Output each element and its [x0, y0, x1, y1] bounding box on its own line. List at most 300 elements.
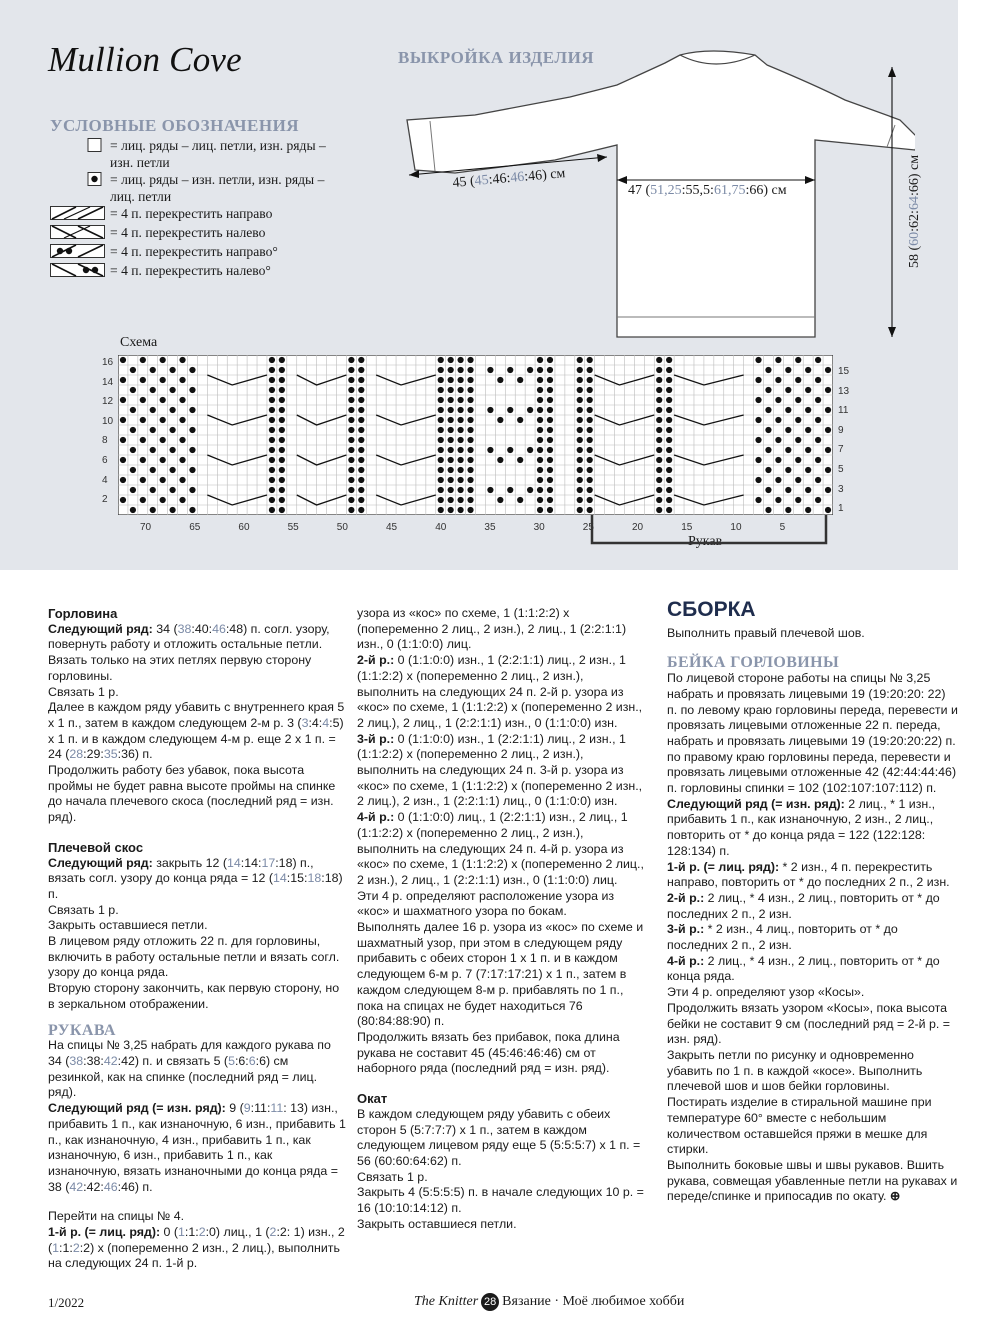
purl-dot [358, 397, 364, 403]
purl-dot [348, 477, 354, 483]
legend [50, 137, 350, 281]
purl-dot [279, 457, 285, 463]
purl-dot [279, 507, 285, 513]
legend-text: = 4 п. перекрестить направо [110, 206, 273, 221]
purl-dot [448, 467, 454, 473]
purl-dot [438, 377, 444, 383]
legend-text: = 4 п. перекрестить направо° [110, 244, 278, 259]
purl-dot [160, 397, 166, 403]
purl-dot [348, 447, 354, 453]
paragraph: Продолжить вязать без прибавок, пока длина рукава не составит 45 (45:46:46:46) см от наборного ряда (последний ряд = изн. ряд). [357, 1029, 620, 1076]
purl-dot [517, 497, 523, 503]
purl-dot [170, 487, 176, 493]
purl-dot [656, 457, 662, 463]
purl-dot [656, 397, 662, 403]
row-label: 4 [102, 474, 108, 486]
purl-dot [666, 497, 672, 503]
purl-dot [269, 487, 275, 493]
purl-dot [656, 477, 662, 483]
purl-dot [358, 507, 364, 513]
purl-dot [438, 387, 444, 393]
purl-dot [537, 467, 543, 473]
purl-dot [269, 477, 275, 483]
paragraph: Следующий ряд (= изн. ряд): 9 (9:11:11: 13) изн., прибавить 1 п., как изнаночную, 6 изн., прибавить 1 п., как изнаночную, 4 изн., прибавить 1 п., как изнаночную, 6 изн., прибавить 1 п., как изнаночную, вязать изнаночными до конца ряда = 38 (42:42:46:46) п. [48, 1101, 346, 1194]
purl-dot [537, 397, 543, 403]
row-label: 3 [838, 483, 844, 495]
purl-dot [279, 397, 285, 403]
purl-dot [448, 487, 454, 493]
purl-dot [448, 357, 454, 363]
purl-dot [656, 357, 662, 363]
purl-dot [765, 407, 771, 413]
purl-dot [537, 367, 543, 373]
purl-dot [458, 417, 464, 423]
brand-name: The Knitter [414, 1294, 479, 1309]
purl-dot [467, 367, 473, 373]
purl-dot [279, 407, 285, 413]
purl-dot [577, 417, 583, 423]
purl-dot [537, 357, 543, 363]
purl-dot [765, 487, 771, 493]
purl-dot [577, 377, 583, 383]
paragraph: Закрыть петли по рисунку и одновременно убавить по 1 п. в каждой «косе». Выполнить плечевой шов и шов бейки горловины. [667, 1047, 923, 1094]
paragraph: В каждом следующем ряду убавить с обеих сторон 5 (5:7:7:7) х 1 п., затем в каждом следующем лицевом ряду еще 5 (5:5:5:7) х 1 п. = 56 (60:60:64:62) п. [357, 1106, 641, 1168]
purl-dot [130, 427, 136, 433]
purl-dot [170, 467, 176, 473]
purl-dot [120, 357, 126, 363]
purl-dot [587, 387, 593, 393]
purl-dot [785, 447, 791, 453]
purl-dot [487, 407, 493, 413]
purl-dot [656, 507, 662, 513]
purl-dot [666, 437, 672, 443]
purl-dot [547, 447, 553, 453]
purl-dot [120, 377, 126, 383]
purl-dot [130, 447, 136, 453]
row-label: 6 [102, 455, 108, 466]
legend-item-knit [50, 137, 350, 171]
purl-dot [458, 497, 464, 503]
arrow-head [409, 170, 419, 178]
purl-dot [189, 407, 195, 413]
purl-dot [795, 357, 801, 363]
neck-heading: Горловина [48, 606, 118, 621]
legend-title: УСЛОВНЫЕ ОБОЗНАЧЕНИЯ [50, 116, 300, 135]
purl-dot [120, 457, 126, 463]
purl-dot [815, 357, 821, 363]
purl-dot [547, 357, 553, 363]
purl-dot [269, 507, 275, 513]
purl-dot [150, 427, 156, 433]
schematic-title: ВЫКРОЙКА ИЗДЕЛИЯ [398, 48, 595, 67]
col-label: 45 [386, 522, 398, 533]
purl-dot [279, 497, 285, 503]
legend-item-cross-right-purl [50, 243, 350, 262]
purl-dot [765, 387, 771, 393]
purl-dot [269, 407, 275, 413]
paragraph: В лицевом ряду отложить 22 п. для горловины, включить в работу остальные петли и вязать согл. узору до конца ряда. [48, 934, 340, 980]
purl-dot [517, 457, 523, 463]
purl-dot [269, 397, 275, 403]
arrow-head [597, 154, 607, 162]
purl-dot [587, 477, 593, 483]
purl-dot [348, 457, 354, 463]
purl-dot [279, 447, 285, 453]
purl-dot [358, 457, 364, 463]
row-label: 7 [838, 444, 844, 456]
purl-dot [438, 457, 444, 463]
paragraph: Выполнить правый плечевой шов. [667, 625, 865, 640]
row-label: 2 [102, 494, 108, 506]
purl-dot [785, 467, 791, 473]
purl-dot [815, 437, 821, 443]
purl-dot [577, 507, 583, 513]
purl-dot [348, 467, 354, 473]
purl-dot [448, 497, 454, 503]
footer-brand [414, 1293, 684, 1311]
purl-dot [547, 417, 553, 423]
sleeves-heading: РУКАВА [48, 1021, 116, 1039]
purl-dot [547, 427, 553, 433]
purl-dot [120, 497, 126, 503]
purl-dot [179, 377, 185, 383]
purl-dot [458, 487, 464, 493]
purl-dot [269, 357, 275, 363]
purl-dot [507, 407, 513, 413]
purl-dot [140, 457, 146, 463]
purl-dot [587, 447, 593, 453]
purl-dot [438, 477, 444, 483]
purl-dot [587, 507, 593, 513]
purl-dot [656, 427, 662, 433]
paragraph: 1-й р. (= лиц. ряд): * 2 изн., 4 п. перекрестить направо, повторить от * до последних 2 п., 2 изн. [667, 859, 950, 890]
neckband-heading: БЕЙКА ГОРЛОВИНЫ [667, 654, 840, 672]
row-label: 5 [838, 464, 844, 475]
purl-dot [666, 447, 672, 453]
purl-dot [785, 387, 791, 393]
purl-dot [140, 477, 146, 483]
purl-dot [358, 357, 364, 363]
purl-dot [825, 447, 831, 453]
issue-number: 1/2022 [48, 1295, 85, 1310]
purl-dot [527, 407, 533, 413]
purl-dot [755, 357, 761, 363]
purl-dot [179, 497, 185, 503]
purl-dot [656, 377, 662, 383]
purl-dot [458, 467, 464, 473]
row-label: 9 [838, 424, 844, 436]
purl-dot [527, 447, 533, 453]
purl-dot [140, 377, 146, 383]
purl-dot [467, 397, 473, 403]
purl-dot [775, 417, 781, 423]
purl-dot [815, 477, 821, 483]
purl-dot [656, 437, 662, 443]
purl-dot [587, 487, 593, 493]
paragraph: Вторую сторону закончить, как первую сторону, но в зеркальном отображении. [48, 981, 340, 1011]
purl-dot [160, 417, 166, 423]
row-label: 8 [102, 435, 108, 447]
purl-dot [458, 387, 464, 393]
paragraph: Следующий ряд (= изн. ряд): 2 лиц., * 1 изн., прибавить 1 п., как изнаночную, 2 изн., 2 лиц., повторить от * до конца ряда = 122 (122:128: 128:134) п. [667, 796, 936, 858]
purl-dot [467, 437, 473, 443]
purl-dot [577, 497, 583, 503]
purl-dot [517, 377, 523, 383]
purl-dot [150, 487, 156, 493]
purl-dot [170, 427, 176, 433]
purl-dot [587, 437, 593, 443]
purl-dot [150, 507, 156, 513]
paragraph: По лицевой стороне работы на спицы № 3,25 набрать и провязать лицевыми 19 (19:20:20: 22) п. по левому краю горловины переда, перевести и провязать лицевыми отложенные 22 п. переда, набрать и провязать лицевыми 19 (19:20:20:22) п. по правому краю горловины переда, перевести и провязать лицевыми отложенные 42 (42:44:44:46) п. горловины спинки = 102 (102:107:107:112) п. [667, 671, 958, 796]
purl-dot [497, 497, 503, 503]
legend-text: = 4 п. перекрестить налево [110, 225, 266, 240]
purl-dot [448, 437, 454, 443]
purl-dot [348, 407, 354, 413]
purl-dot [755, 497, 761, 503]
purl-dot [140, 437, 146, 443]
purl-dot [666, 407, 672, 413]
purl-dot [269, 377, 275, 383]
purl-dot [150, 367, 156, 373]
purl-dot [170, 447, 176, 453]
purl-dot [130, 487, 136, 493]
purl-dot [755, 377, 761, 383]
row-label: 1 [838, 503, 844, 515]
purl-dot [120, 417, 126, 423]
purl-dot [279, 387, 285, 393]
sleeve-bracket [590, 515, 830, 547]
legend-item-cross-right [50, 205, 350, 224]
row-label: 16 [102, 357, 114, 368]
purl-dot [448, 367, 454, 373]
purl-dot [279, 487, 285, 493]
col-label: 20 [632, 522, 644, 533]
purl-dot [587, 467, 593, 473]
okat-heading: Окат [357, 1091, 388, 1107]
purl-dot [269, 467, 275, 473]
purl-dot [656, 487, 662, 493]
purl-dot [358, 497, 364, 503]
purl-dot [160, 457, 166, 463]
purl-dot [666, 457, 672, 463]
cable-left-purl-icon [50, 263, 105, 277]
purl-dot [507, 487, 513, 493]
purl-dot [815, 457, 821, 463]
purl-dot [656, 467, 662, 473]
purl-dot [120, 397, 126, 403]
purl-dot [547, 507, 553, 513]
purl-dot [825, 487, 831, 493]
purl-dot [547, 367, 553, 373]
paragraph: 2-й р.: 2 лиц., * 4 изн., 2 лиц., повторить от * до последних 2 п., 2 изн. [667, 890, 940, 921]
col-label: 55 [287, 522, 299, 533]
purl-dot [179, 477, 185, 483]
empty-square-icon [50, 138, 105, 152]
purl-dot [279, 367, 285, 373]
cable-right-purl-icon [50, 244, 105, 258]
purl-dot [269, 367, 275, 373]
purl-dot [666, 417, 672, 423]
purl-dot [467, 427, 473, 433]
magazine-name: Вязание · Моё любимое хобби [502, 1294, 685, 1309]
purl-dot [815, 497, 821, 503]
purl-dot [160, 477, 166, 483]
purl-dot [795, 397, 801, 403]
paragraph: Следующий ряд: 34 (38:40:46:48) п. согл. узору, повернуть работу и отложить остальные петли. Вязать только на этих петлях первую сторону горловины. [48, 621, 330, 683]
purl-dot [577, 427, 583, 433]
purl-dot [666, 387, 672, 393]
purl-dot [358, 387, 364, 393]
paragraph: 3-й р.: 0 (1:1:0:0) изн., 1 (2:2:1:1) лиц., 2 изн., 1 (1:1:2:2) х (попеременно 2 лиц., 2 изн.), выполнить на следующих 24 п. 3-й р. узора из «кос» по схеме, 1 (1:1:2:2) х (попеременно 2 изн., 2 лиц.), 2 изн., 1 (2:2:1:1) лиц., 0 (1:1:0:0) изн. [357, 731, 643, 809]
row-label: 14 [102, 376, 114, 388]
purl-dot [587, 367, 593, 373]
shoulder-heading: Плечевой скос [48, 839, 144, 855]
purl-dot [438, 487, 444, 493]
purl-dot [458, 407, 464, 413]
purl-dot [666, 467, 672, 473]
purl-dot [547, 487, 553, 493]
row-label: 11 [838, 405, 849, 417]
purl-dot [358, 467, 364, 473]
purl-dot [170, 507, 176, 513]
purl-dot [458, 457, 464, 463]
purl-dot [438, 397, 444, 403]
purl-dot [497, 417, 503, 423]
purl-dot [547, 497, 553, 503]
purl-dot [547, 457, 553, 463]
purl-dot [487, 447, 493, 453]
purl-dot [825, 507, 831, 513]
purl-dot [348, 377, 354, 383]
pattern-name: Mullion Cove [48, 40, 242, 79]
purl-dot [279, 437, 285, 443]
purl-dot [358, 417, 364, 423]
purl-dot [438, 497, 444, 503]
purl-dot [348, 487, 354, 493]
chart-label: Схема [120, 335, 158, 350]
purl-dot [458, 447, 464, 453]
page-number: 28 [481, 1293, 499, 1311]
purl-dot [825, 407, 831, 413]
purl-dot [527, 367, 533, 373]
purl-dot [815, 397, 821, 403]
purl-dot [577, 487, 583, 493]
purl-dot [587, 427, 593, 433]
purl-dot [795, 437, 801, 443]
chest-width-dim: 47 (51,25:55,5:61,75:66) см [628, 183, 787, 198]
purl-dot [577, 457, 583, 463]
purl-dot [785, 487, 791, 493]
purl-dot [577, 407, 583, 413]
purl-dot [150, 467, 156, 473]
paragraph: Закрыть оставшиеся петли. [357, 1216, 517, 1231]
purl-dot [765, 467, 771, 473]
purl-dot [348, 497, 354, 503]
purl-dot [189, 467, 195, 473]
purl-dot [358, 377, 364, 383]
purl-dot [537, 487, 543, 493]
purl-dot [438, 417, 444, 423]
purl-dot [448, 397, 454, 403]
purl-dot [140, 397, 146, 403]
legend-item-cross-left [50, 224, 350, 243]
purl-dot [438, 507, 444, 513]
paragraph: Перейти на спицы № 4. [48, 1209, 185, 1224]
col-label: 15 [681, 522, 693, 533]
purl-dot [150, 447, 156, 453]
purl-dot [666, 377, 672, 383]
paragraph: 2-й р.: 0 (1:1:0:0) изн., 1 (2:2:1:1) лиц., 2 изн., 1 (1:1:2:2) х (попеременно 2 лиц., 2 изн.), выполнить на следующих 24 п. 2-й р. узора из «кос» по схеме, 1 (1:1:2:2) х (попеременно 2 изн., 2 лиц.), 2 лиц., 1 (2:2:1:1) изн., 0 (1:1:0:0) изн. [357, 653, 643, 730]
purl-dot [358, 427, 364, 433]
purl-dot [537, 497, 543, 503]
purl-dot [805, 507, 811, 513]
purl-dot [467, 387, 473, 393]
purl-dot [348, 397, 354, 403]
purl-dot [140, 357, 146, 363]
purl-dot [795, 457, 801, 463]
purl-dot [160, 377, 166, 383]
purl-dot [755, 397, 761, 403]
purl-dot [785, 427, 791, 433]
paragraph: 1-й р. (= лиц. ряд): 0 (1:1:2:0) лиц., 1 (2:2: 1) изн., 2 (1:1:2:2) х (попеременно 2 изн., 2 лиц.), выполнить на следующих 24 п. 1-й р. [48, 1225, 345, 1271]
purl-dot [577, 367, 583, 373]
text-column-3 [667, 598, 959, 1205]
purl-dot [448, 377, 454, 383]
purl-dot [805, 487, 811, 493]
purl-dot [755, 457, 761, 463]
purl-dot [279, 377, 285, 383]
purl-dot [448, 447, 454, 453]
purl-dot [140, 497, 146, 503]
purl-dot [815, 417, 821, 423]
purl-dot [805, 407, 811, 413]
purl-dot [656, 387, 662, 393]
paragraph: узора из «кос» по схеме, 1 (1:1:2:2) х (попеременно 2 лиц., 2 изн.), 2 лиц., 1 (2:2:1:1) изн., 0 (1:1:0:0) лиц. [357, 606, 627, 652]
purl-dot [547, 477, 553, 483]
purl-dot [755, 437, 761, 443]
purl-dot [358, 487, 364, 493]
purl-dot [140, 417, 146, 423]
purl-dot [348, 427, 354, 433]
purl-dot [805, 447, 811, 453]
purl-dot [497, 457, 503, 463]
purl-dot [189, 487, 195, 493]
purl-dot [527, 487, 533, 493]
purl-dot [666, 487, 672, 493]
purl-dot [537, 447, 543, 453]
purl-dot [815, 377, 821, 383]
purl-dot [448, 407, 454, 413]
col-label: 60 [238, 522, 250, 533]
purl-dot [458, 377, 464, 383]
legend-text: = 4 п. перекрестить налево° [110, 263, 271, 278]
purl-dot [160, 437, 166, 443]
purl-dot [269, 417, 275, 423]
paragraph: 4-й р.: 2 лиц., * 4 изн., 2 лиц., повторить от * до конца ряда. [667, 953, 940, 984]
paragraph: Эти 4 р. определяют расположение узора из «кос» и шахматного узора по бокам. [357, 888, 615, 919]
purl-dot [547, 377, 553, 383]
purl-dot [775, 437, 781, 443]
purl-dot [537, 437, 543, 443]
purl-dot [666, 397, 672, 403]
purl-dot [348, 387, 354, 393]
purl-dot [170, 387, 176, 393]
purl-dot [269, 447, 275, 453]
paragraph: Связать 1 р. [48, 902, 119, 917]
purl-dot [189, 427, 195, 433]
purl-dot [279, 417, 285, 423]
purl-dot [458, 437, 464, 443]
